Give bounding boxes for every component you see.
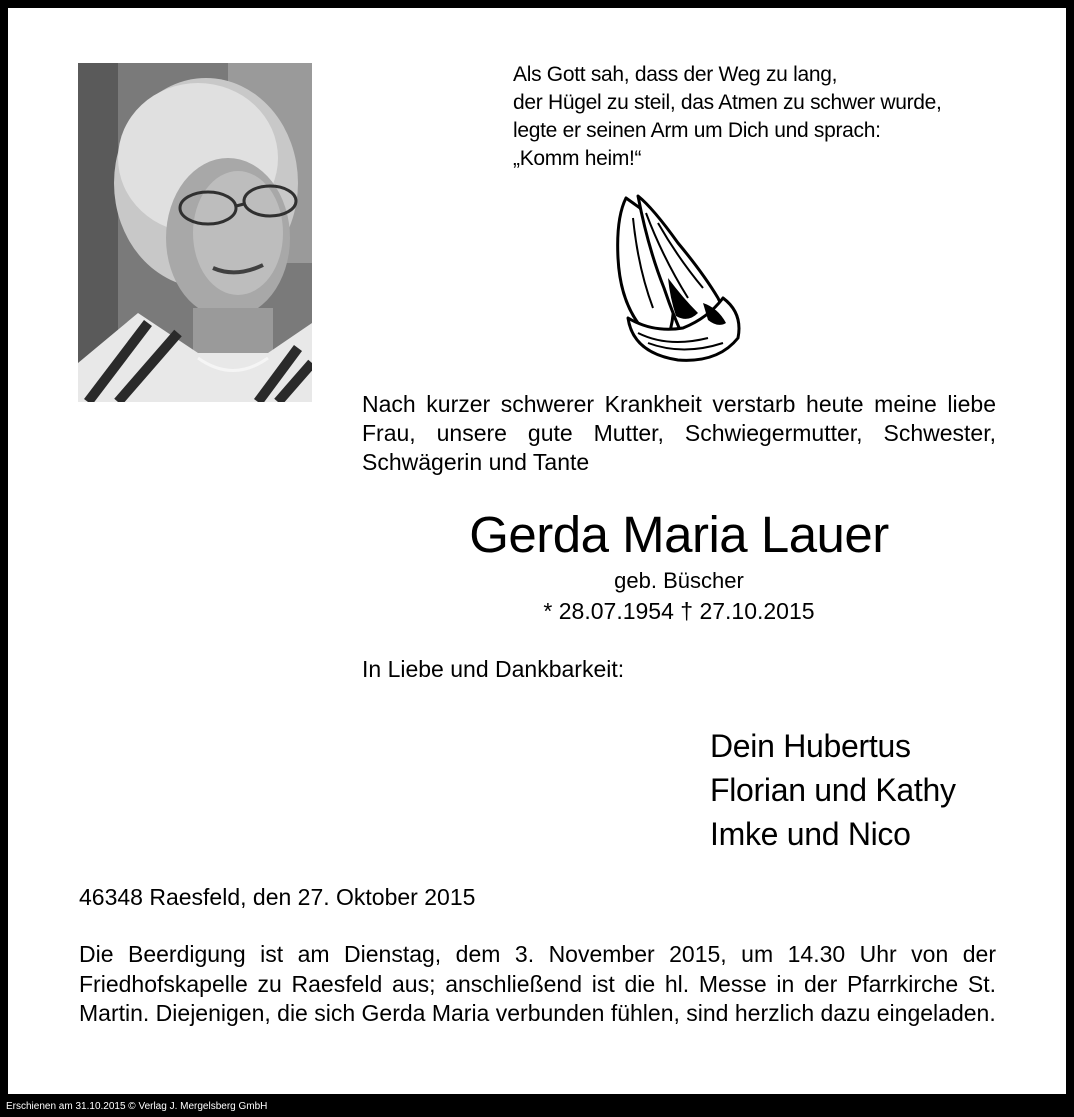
publication-footer: Erschienen am 31.10.2015 © Verlag J. Mergelsberg GmbH [6,1101,268,1112]
deceased-name: Gerda Maria Lauer [469,506,889,563]
poem-line: der Hügel zu steil, das Atmen zu schwer wurde, [513,91,942,114]
mourners-list [710,724,956,856]
life-dates: * 28.07.1954 † 27.10.2015 [543,598,815,624]
place-date: 46348 Raesfeld, den 27. Oktober 2015 [79,884,476,910]
obituary-card [8,8,1066,1094]
intro-text: Nach kurzer schwerer Krankheit verstarb heute meine liebe Frau, unsere gute Mutter, Schwiegermutter, Schwester, Schwägerin und Tante [362,391,996,475]
mourner-name: Dein Hubertus [710,728,911,764]
gratitude-line: In Liebe und Dankbarkeit: [362,656,625,682]
funeral-notice: Die Beerdigung ist am Dienstag, dem 3. November 2015, um 14.30 Uhr von der Friedhofskapelle zu Raesfeld aus; anschließend ist die hl. Messe in der Pfarrkirche St. Martin. Diejenigen, die sich Gerda Maria verbunden fühlen, sind herzlich dazu eingeladen. [79,941,996,1026]
portrait-photo [78,63,312,402]
mourner-name: Imke und Nico [710,816,911,852]
maiden-name: geb. Büscher [614,568,744,593]
poem [513,61,1013,173]
poem-line: „Komm heim!“ [513,147,642,170]
poem-line: Als Gott sah, dass der Weg zu lang, [513,63,838,86]
mourner-name: Florian und Kathy [710,772,956,808]
praying-hands-icon [608,188,748,368]
poem-line: legte er seinen Arm um Dich und sprach: [513,119,881,142]
